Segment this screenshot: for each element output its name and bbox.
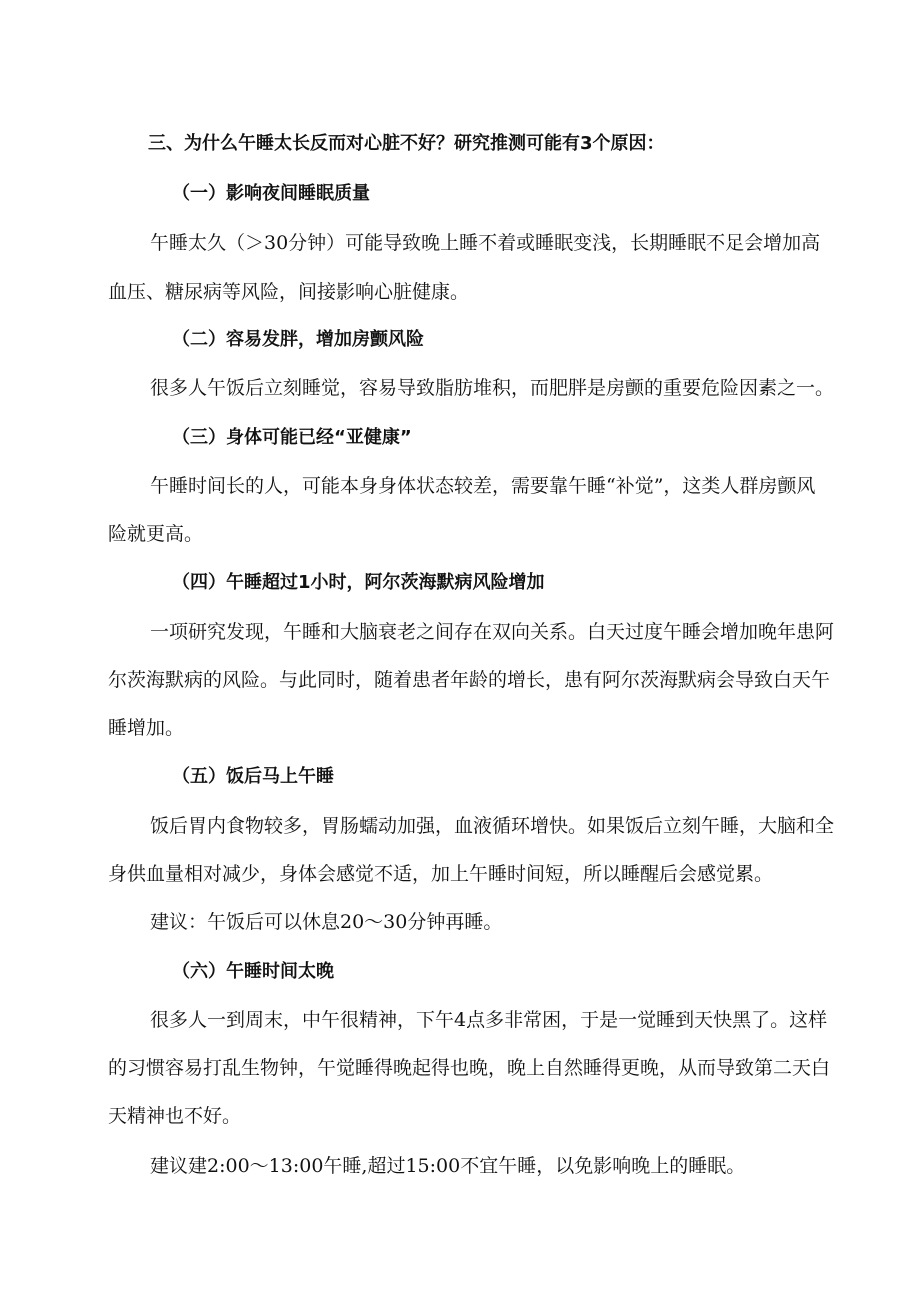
section-heading-4: （四）午睡超过1小时，阿尔茨海默病风险增加 <box>172 572 545 593</box>
paragraph-line: 血压、糖尿病等风险，间接影响心脏健康。 <box>108 281 470 303</box>
paragraph-line: 午睡太久（＞30分钟）可能导致晚上睡不着或睡眠变浅，长期睡眠不足会增加高 <box>150 232 821 254</box>
advice-line: 建议：午饭后可以休息20～30分钟再睡。 <box>150 911 503 933</box>
paragraph-line: 尔茨海默病的风险。与此同时，随着患者年龄的增长，患有阿尔茨海默病会导致白天午 <box>108 669 831 691</box>
section-heading-6: （六）午睡时间太晚 <box>172 961 334 982</box>
section-heading-1: （一）影响夜间睡眠质量 <box>172 183 370 204</box>
section-heading-5: （五）饭后马上午睡 <box>172 766 334 787</box>
paragraph-line: 险就更高。 <box>108 523 204 545</box>
paragraph-line: 午睡时间长的人，可能本身身体状态较差，需要靠午睡“补觉”，这类人群房颤风 <box>150 475 816 497</box>
main-heading: 三、为什么午睡太长反而对心脏不好？研究推测可能有3个原因： <box>148 133 665 154</box>
section-heading-2: （二）容易发胖，增加房颤风险 <box>172 329 424 350</box>
paragraph-line: 很多人一到周末，中午很精神，下午4点多非常困，于是一觉睡到天快黑了。这样 <box>150 1009 828 1031</box>
paragraph-line: 睡增加。 <box>108 717 185 739</box>
section-heading-3: （三）身体可能已经“亚健康” <box>172 427 412 448</box>
paragraph-line: 饭后胃内食物较多，胃肠蠕动加强，血液循环增快。如果饭后立刻午睡，大脑和全 <box>150 815 835 837</box>
paragraph-line: 身供血量相对减少，身体会感觉不适，加上午睡时间短，所以睡醒后会感觉累。 <box>108 863 774 885</box>
paragraph-line: 一项研究发现，午睡和大脑衰老之间存在双向关系。白天过度午睡会增加晚年患阿 <box>150 621 835 643</box>
paragraph-line: 的习惯容易打乱生物钟，午觉睡得晚起得也晚，晚上自然睡得更晚，从而导致第二天白 <box>108 1057 831 1079</box>
paragraph-line: 天精神也不好。 <box>108 1105 242 1127</box>
advice-line: 建议建2:00～13:00午睡,超过15:00不宜午睡，以免影响晚上的睡眠。 <box>150 1155 746 1177</box>
paragraph-line: 很多人午饭后立刻睡觉，容易导致脂肪堆积，而肥胖是房颤的重要危险因素之一。 <box>150 377 835 399</box>
